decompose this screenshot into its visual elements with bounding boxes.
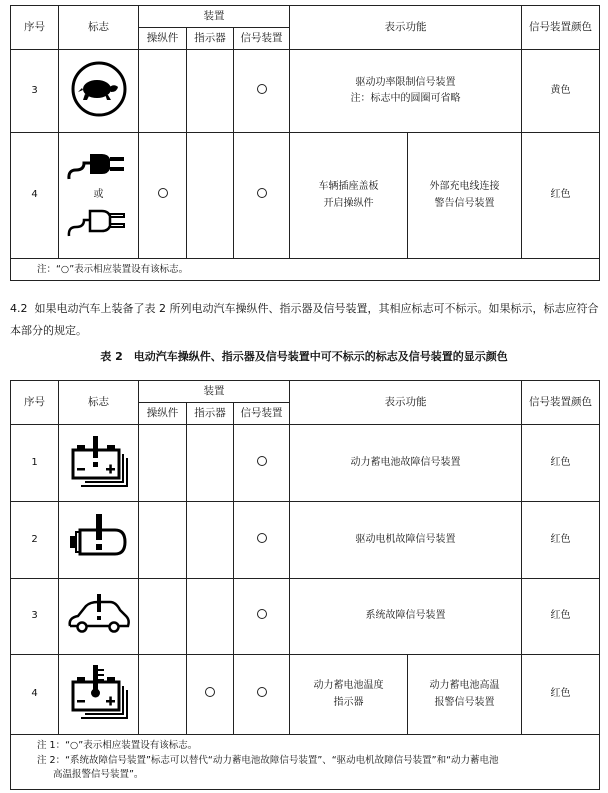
function-text: 外部充电线连接 — [429, 181, 500, 192]
plug-outline-icon — [66, 205, 132, 239]
sign-cell — [59, 502, 139, 579]
mark-control — [139, 50, 187, 133]
color-value: 红色 — [522, 655, 600, 735]
header-seq: 序号 — [11, 381, 59, 425]
note-2 — [37, 754, 599, 783]
table-1 — [10, 5, 600, 281]
row-seq: 4 — [11, 655, 59, 735]
table-2-caption: 表 2 电动汽车操纵件、指示器及信号装置中可不标示的标志及信号装置的显示颜色 — [100, 350, 508, 363]
mark-indicator — [187, 502, 234, 579]
note-prefix: 注： — [37, 264, 57, 275]
header-function: 表示功能 — [290, 6, 522, 50]
motor-fault-icon — [67, 510, 131, 566]
color-value: 红色 — [522, 425, 600, 502]
sign-cell — [59, 425, 139, 502]
or-text: 或 — [93, 189, 104, 201]
mark-indicator — [187, 655, 234, 735]
header-signal: 信号装置 — [234, 28, 290, 50]
mark-control — [139, 425, 187, 502]
battery-temperature-icon — [67, 662, 131, 722]
header-device: 装置 — [139, 381, 290, 403]
function-text: 系统故障信号装置 — [290, 579, 522, 655]
function-text: 指示器 — [333, 696, 364, 708]
table-row — [11, 425, 600, 502]
header-control: 操纵件 — [139, 403, 187, 425]
note-prefix: 注 2： — [37, 754, 66, 766]
color-value: 黄色 — [522, 50, 600, 133]
header-color: 信号装置颜色 — [522, 6, 600, 50]
note-prefix: 注 1： — [37, 740, 66, 751]
circle-mark-icon — [205, 687, 215, 697]
row-seq: 4 — [11, 133, 59, 259]
circle-mark-icon — [257, 533, 267, 543]
header-sign: 标志 — [59, 381, 139, 425]
function-cell-right — [408, 133, 522, 259]
clause-paragraph — [10, 298, 600, 342]
row-seq: 1 — [11, 425, 59, 502]
header-color: 信号装置颜色 — [522, 381, 600, 425]
mark-signal — [234, 425, 290, 502]
function-text: 驱动功率限制信号装置 — [355, 77, 456, 88]
color-value: 红色 — [522, 502, 600, 579]
function-cell — [290, 50, 522, 133]
plug-solid-icon — [66, 148, 132, 182]
table-row — [11, 133, 600, 259]
row-seq: 3 — [11, 579, 59, 655]
color-value: 红色 — [522, 579, 600, 655]
circle-mark-icon — [257, 84, 267, 94]
mark-indicator — [187, 579, 234, 655]
mark-control — [139, 133, 187, 259]
sign-cell — [59, 579, 139, 655]
note-text: “系统故障信号装置”标志可以替代“动力蓄电池故障信号装置”、“驱动电机故障信号装置”和“动力蓄电池 — [65, 754, 499, 766]
clause-number: 4.2 — [10, 302, 28, 315]
color-value: 红色 — [522, 133, 600, 259]
function-text: 动力蓄电池温度 — [313, 680, 384, 691]
battery-fault-icon — [67, 432, 131, 490]
function-text: 动力蓄电池故障信号装置 — [290, 425, 522, 502]
header-control: 操纵件 — [139, 28, 187, 50]
header-signal: 信号装置 — [234, 403, 290, 425]
function-text: 动力蓄电池高温 — [429, 680, 500, 691]
sign-cell — [59, 655, 139, 735]
table-2 — [10, 380, 600, 790]
sign-cell — [59, 133, 139, 259]
header-device: 装置 — [139, 6, 290, 28]
turtle-icon — [70, 60, 128, 118]
header-sign: 标志 — [59, 6, 139, 50]
header-seq: 序号 — [11, 6, 59, 50]
clause-text: 如果电动汽车上装备了表 2 所列电动汽车操纵件、指示器及信号装置，其相应标志可不标示。如果标示，标志应符合本部分的规定。 — [10, 302, 599, 337]
row-seq: 2 — [11, 502, 59, 579]
function-text: 车辆插座盖板 — [318, 181, 379, 192]
sign-cell — [59, 50, 139, 133]
function-text: 报警信号装置 — [434, 696, 495, 708]
function-note: 注：标志中的圆圈可省略 — [350, 92, 461, 104]
table-row — [11, 655, 600, 735]
circle-mark-icon — [158, 188, 168, 198]
function-text: 驱动电机故障信号装置 — [290, 502, 522, 579]
header-indicator: 指示器 — [187, 28, 234, 50]
note-1 — [37, 739, 599, 754]
mark-indicator — [187, 425, 234, 502]
table-row — [11, 50, 600, 133]
circle-mark-icon — [257, 456, 267, 466]
function-cell-left — [290, 655, 408, 735]
circle-mark-icon — [257, 609, 267, 619]
mark-indicator — [187, 133, 234, 259]
table-row — [11, 579, 600, 655]
function-cell-left — [290, 133, 408, 259]
note-text: “○”表示相应装置设有该标志。 — [65, 740, 198, 751]
header-function: 表示功能 — [290, 381, 522, 425]
mark-control — [139, 655, 187, 735]
table-note — [11, 259, 600, 281]
function-text: 开启操纵件 — [323, 197, 374, 209]
note-text: “○”表示相应装置设有该标志。 — [56, 264, 189, 275]
mark-signal — [234, 655, 290, 735]
system-fault-car-icon — [66, 592, 132, 636]
table-notes — [11, 735, 600, 790]
function-cell-right — [408, 655, 522, 735]
mark-control — [139, 579, 187, 655]
header-indicator: 指示器 — [187, 403, 234, 425]
circle-mark-icon — [257, 687, 267, 697]
row-seq: 3 — [11, 50, 59, 133]
mark-signal — [234, 50, 290, 133]
mark-signal — [234, 133, 290, 259]
mark-control — [139, 502, 187, 579]
table-row — [11, 502, 600, 579]
circle-mark-icon — [257, 188, 267, 198]
mark-signal — [234, 502, 290, 579]
function-text: 警告信号装置 — [434, 197, 495, 209]
note-text-continued: 高温报警信号装置”。 — [53, 769, 144, 781]
mark-signal — [234, 579, 290, 655]
mark-indicator — [187, 50, 234, 133]
